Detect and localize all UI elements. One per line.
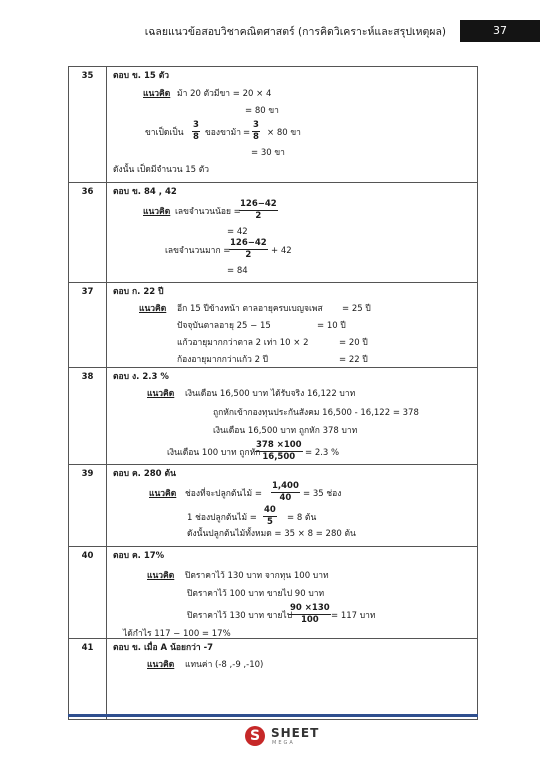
- logo-mark: S: [245, 726, 265, 746]
- solution-row-39: 39 ตอบ ค. 280 ต้น แนวคิด ช่องที่จะปลูกต้นไม้ = $\frac{1,400}{40}$ = 35 ช่อง 1 ช่องปลูกต้นไม้ = $\frac{40}{5}$ = 8 ต้น ดังนั้นปลูกต้นไม้ทั้งหมด = 35 × 8 = 280 ต้น: [69, 465, 478, 547]
- solution-row-35: 35 ตอบ ข. 15 ตัว แนวคิด ม้า 20 ตัวมีขา = 20 × 4 = 80 ขา ขาเป็ดเป็น $\frac{3}{8}$ ของขาม้า = $\frac{3}{8}$ × 80 ขา = 30 ขา ดังนั้น เป็ดมีจำนวน 15 ตัว: [69, 67, 478, 183]
- solution-row-36: 36 ตอบ ข. 84 , 42 แนวคิด เลขจำนวนน้อย = $\frac{126-42}{2}$ = 42 เลขจำนวนมาก = $\frac{126-42}{2}$ + 42 = 84: [69, 183, 478, 283]
- fraction: $\frac{378 \times 100}{16,500}$: [256, 440, 302, 462]
- solution-row-37: 37 ตอบ ก. 22 ปี แนวคิด อีก 15 ปีข้างหน้า ตาลอายุครบเบญจเพส = 25 ปี ปัจจุบันตาลอายุ 25 − 15 = 10 ปี แก้วอายุมากกว่าตาล 2 เท่า 10 × 2 = 20 ปี ก้องอายุมากกว่าแก้ว 2 ปี = 22 ปี: [69, 283, 478, 368]
- fraction: $\frac{3}{8}$: [253, 120, 259, 142]
- header-title: เฉลยแนวข้อสอบวิชาคณิตศาสตร์ (การคิดวิเคราะห์และสรุปเหตุผล): [144, 26, 446, 38]
- fraction: $\frac{1,400}{40}$: [272, 481, 299, 503]
- row-number: 35: [69, 67, 107, 183]
- solution-row-41: 41 ตอบ ข. เมื่อ A น้อยกว่า -7 แนวคิด แทนค่า (-8 ,-9 ,-10): [69, 639, 478, 720]
- brand-sub: MEGA: [272, 740, 295, 746]
- footer-rule: [68, 714, 478, 717]
- page-header: [0, 20, 540, 42]
- brand-logo: [245, 724, 325, 750]
- fraction: $\frac{3}{8}$: [193, 120, 199, 142]
- concept-label: แนวคิด: [143, 89, 171, 99]
- solution-row-38: 38 ตอบ ง. 2.3 % แนวคิด เงินเดือน 16,500 บาท ได้รับจริง 16,122 บาท ถูกหักเข้ากองทุนประกันสังคม 16,500 - 16,122 = 378 เงินเดือน 16,500 บาท ถูกหัก 378 บาท เงินเดือน 100 บาท ถูกหัก $\frac{378 \times 100}{16,500}$ = 2.3 %: [69, 368, 478, 465]
- fraction: $\frac{126-42}{2}$: [240, 199, 277, 221]
- fraction: $\frac{40}{5}$: [264, 505, 276, 527]
- page-number: 37: [460, 20, 540, 42]
- solution-row-40: 40 ตอบ ค. 17% แนวคิด ปิตราคาไว้ 130 บาท จากทุน 100 บาท ปิตราคาไว้ 100 บาท ขายไป 90 บาท ปิตราคาไว้ 130 บาท ขายไป $\frac{90 \times 130}{100}$ = 117 บาท ได้กำไร 117 − 100 = 17%: [69, 547, 478, 639]
- solution-table: [68, 66, 478, 720]
- fraction: $\frac{126-42}{2}$: [230, 238, 267, 260]
- answer: ตอบ ข. 15 ตัว: [113, 71, 170, 81]
- brand-name: SHEET: [271, 726, 320, 740]
- fraction: $\frac{90 \times 130}{100}$: [290, 603, 330, 625]
